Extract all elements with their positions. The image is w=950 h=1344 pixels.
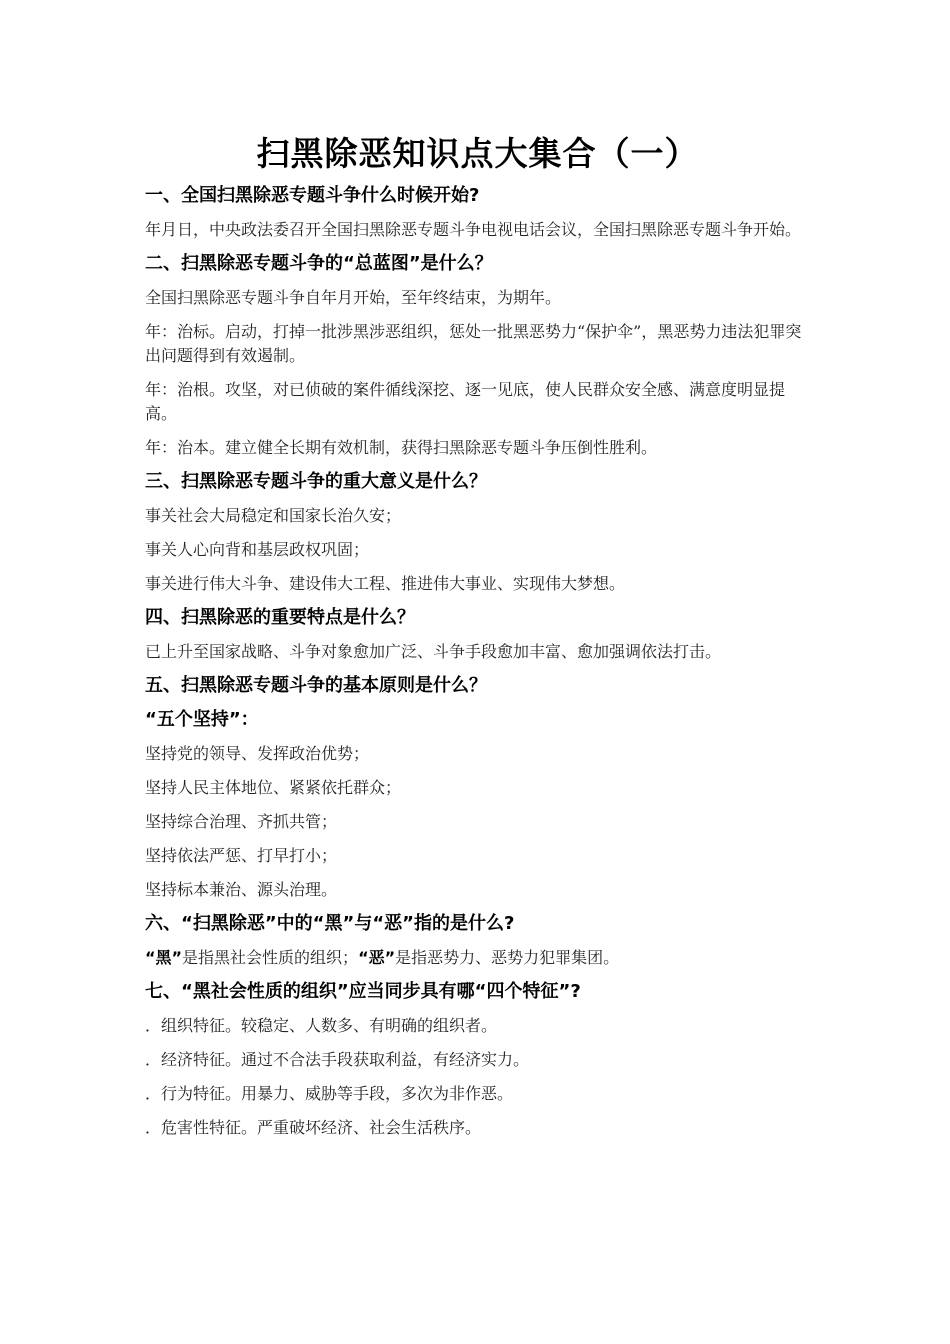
section-heading: 四、扫黑除恶的重要特点是什么？: [145, 607, 415, 628]
section-heading: 三、扫黑除恶专题斗争的重大意义是什么？: [145, 471, 487, 492]
paragraph: 年：治标。启动，打掉一批涉黑涉恶组织，惩处一批黑恶势力“保护伞”，黑恶势力违法犯罪突出问题得到有效遏制。: [145, 322, 802, 365]
paragraph: 坚持人民主体地位、紧紧依托群众；: [145, 778, 402, 797]
term-hei: “黑”: [145, 948, 183, 967]
paragraph: 年：治本。建立健全长期有效机制，获得扫黑除恶专题斗争压倒性胜利。: [145, 438, 658, 457]
section-heading: 七、“黑社会性质的组织”应当同步具有哪“四个特征”?: [145, 981, 581, 1002]
section-heading: 一、全国扫黑除恶专题斗争什么时候开始?: [145, 185, 480, 206]
paragraph: 事关进行伟大斗争、建设伟大工程、推进伟大事业、实现伟大梦想。: [145, 574, 626, 593]
paragraph: 坚持综合治理、齐抓共管；: [145, 812, 338, 831]
section-heading: 六、“扫黑除恶”中的“黑”与“恶”指的是什么?: [145, 913, 515, 934]
list-item: ．组织特征。较稳定、人数多、有明确的组织者。: [145, 1016, 498, 1035]
section-heading: 二、扫黑除恶专题斗争的“总蓝图”是什么？: [145, 253, 493, 274]
list-item: ．经济特征。通过不合法手段获取利益，有经济实力。: [145, 1050, 530, 1069]
term-e: “恶”: [358, 948, 396, 967]
list-item: ．行为特征。用暴力、威胁等手段，多次为非作恶。: [145, 1084, 514, 1103]
section-heading: 五、扫黑除恶专题斗争的基本原则是什么？: [145, 675, 487, 696]
paragraph: 坚持党的领导、发挥政治优势；: [145, 744, 370, 763]
section-subheading: “五个坚持”：: [145, 709, 259, 730]
term-e-definition: 是指恶势力、恶势力犯罪集团。: [395, 948, 620, 967]
paragraph: 年月日，中央政法委召开全国扫黑除恶专题斗争电视电话会议，全国扫黑除恶专题斗争开始。: [145, 220, 802, 239]
paragraph: 年：治根。攻坚，对已侦破的案件循线深挖、逐一见底，使人民群众安全感、满意度明显提高。: [145, 380, 786, 423]
definition-paragraph: [145, 946, 810, 970]
paragraph: 坚持标本兼治、源头治理。: [145, 880, 338, 899]
document-body: [145, 128, 810, 1150]
term-hei-definition: 是指黑社会性质的组织；: [182, 948, 359, 967]
list-item: ．危害性特征。严重破坏经济、社会生活秩序。: [145, 1118, 482, 1137]
paragraph: 已上升至国家战略、斗争对象愈加广泛、斗争手段愈加丰富、愈加强调依法打击。: [145, 642, 722, 661]
paragraph: 事关社会大局稳定和国家长治久安；: [145, 506, 402, 525]
paragraph: 坚持依法严惩、打早打小；: [145, 846, 338, 865]
paragraph: 事关人心向背和基层政权巩固；: [145, 540, 370, 559]
page-title: 扫黑除恶知识点大集合（一）: [256, 134, 699, 173]
paragraph: 全国扫黑除恶专题斗争自年月开始，至年终结束，为期年。: [145, 288, 562, 307]
